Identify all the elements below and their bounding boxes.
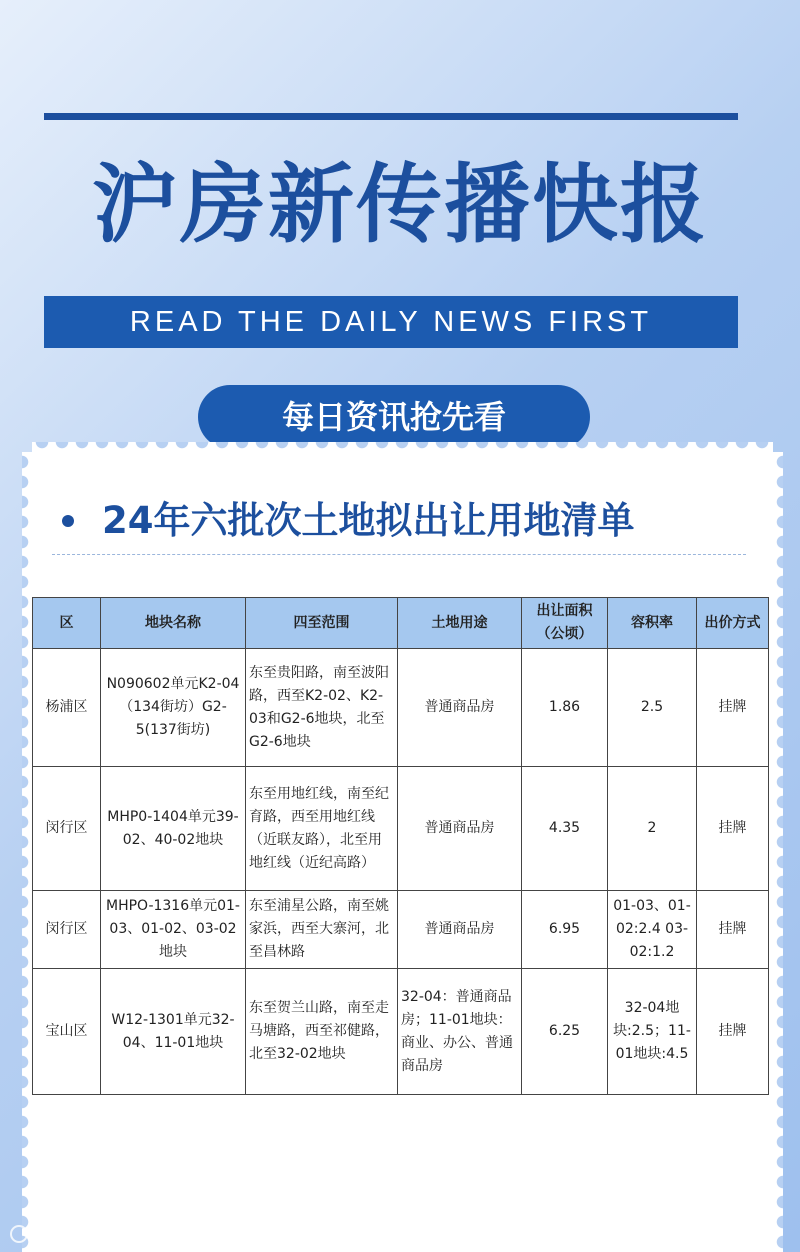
- top-divider: [44, 113, 738, 120]
- cell-far: 01-03、01-02:2.4 03-02:1.2: [608, 891, 697, 969]
- cell-area: 4.35: [522, 767, 608, 891]
- cell-land-use: 普通商品房: [398, 891, 522, 969]
- cell-bid-method: 挂牌: [697, 891, 769, 969]
- cell-far: 2: [608, 767, 697, 891]
- section-header: [62, 496, 635, 546]
- cell-area: 6.95: [522, 891, 608, 969]
- header-bid-method: 出价方式: [697, 598, 769, 649]
- cell-plot-name: MHP0-1404单元39-02、40-02地块: [101, 767, 246, 891]
- cell-land-use: 32-04：普通商品房；11-01地块：商业、办公、普通商品房: [398, 969, 522, 1095]
- cell-bid-method: 挂牌: [697, 649, 769, 767]
- cell-plot-name: MHPO-1316单元01-03、01-02、03-02地块: [101, 891, 246, 969]
- cell-boundaries: 东至用地红线，南至纪育路，西至用地红线（近联友路），北至用地红线（近纪高路）: [246, 767, 398, 891]
- header-boundaries: 四至范围: [246, 598, 398, 649]
- table-row: [33, 649, 769, 767]
- cell-land-use: 普通商品房: [398, 767, 522, 891]
- cell-boundaries: 东至贺兰山路，南至走马塘路，西至祁健路，北至32-02地块: [246, 969, 398, 1095]
- daily-news-pill: 每日资讯抢先看: [198, 385, 590, 449]
- watermark-text: 大数跨境: [34, 1227, 90, 1243]
- cell-far: 2.5: [608, 649, 697, 767]
- content-card: [32, 452, 773, 1252]
- header-area: 出让面积（公顷）: [522, 598, 608, 649]
- cell-boundaries: 东至贵阳路，南至波阳路，西至K2-02、K2-03和G2-6地块，北至G2-6地块: [246, 649, 398, 767]
- table-row: [33, 969, 769, 1095]
- table-row: [33, 767, 769, 891]
- header-far: 容积率: [608, 598, 697, 649]
- card-ticket-edge-left: [22, 452, 32, 1252]
- header-plot-name: 地块名称: [101, 598, 246, 649]
- section-title: 24年六批次土地拟出让用地清单: [102, 499, 635, 542]
- cell-plot-name: W12-1301单元32-04、11-01地块: [101, 969, 246, 1095]
- cell-boundaries: 东至浦星公路，南至姚家浜，西至大寨河，北至昌林路: [246, 891, 398, 969]
- header-district: 区: [33, 598, 101, 649]
- cell-bid-method: 挂牌: [697, 767, 769, 891]
- card-ticket-edge-right: [773, 452, 783, 1252]
- header-land-use: 土地用途: [398, 598, 522, 649]
- watermark: [10, 1224, 90, 1244]
- land-list-table: [32, 597, 769, 1095]
- cell-district: 闵行区: [33, 891, 101, 969]
- table-header-row: [33, 598, 769, 649]
- watermark-logo-icon: [10, 1225, 28, 1243]
- cell-plot-name: N090602单元K2-04（134街坊）G2-5(137街坊): [101, 649, 246, 767]
- cell-land-use: 普通商品房: [398, 649, 522, 767]
- cell-far: 32-04地块:2.5；11-01地块:4.5: [608, 969, 697, 1095]
- bullet-icon: [62, 515, 74, 527]
- main-title: 沪房新传播快报: [92, 155, 708, 255]
- card-ticket-edge-top: [32, 442, 773, 452]
- cell-district: 宝山区: [33, 969, 101, 1095]
- cell-bid-method: 挂牌: [697, 969, 769, 1095]
- dashed-divider: [52, 554, 746, 555]
- table-row: [33, 891, 769, 969]
- subtitle-banner: READ THE DAILY NEWS FIRST: [44, 296, 738, 348]
- cell-area: 6.25: [522, 969, 608, 1095]
- cell-district: 闵行区: [33, 767, 101, 891]
- cell-area: 1.86: [522, 649, 608, 767]
- cell-district: 杨浦区: [33, 649, 101, 767]
